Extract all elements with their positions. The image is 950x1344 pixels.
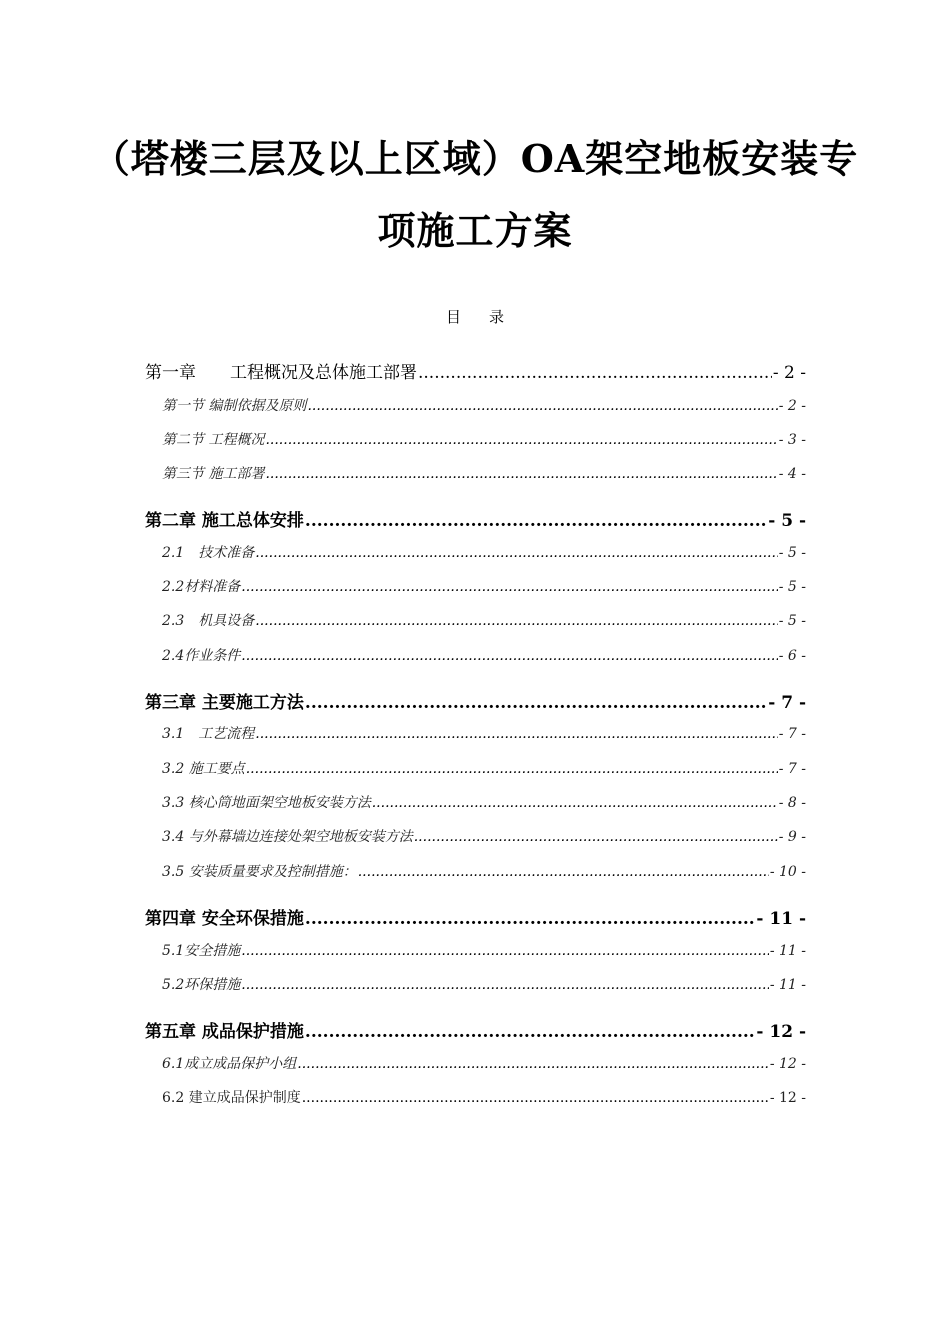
toc-page-number: - 12 - (756, 1022, 806, 1042)
toc-entry-title: 6.1成立成品保护小组 (162, 1056, 297, 1072)
toc-page-number: - 7 - (768, 693, 806, 713)
toc-chapter-2[interactable] (145, 506, 806, 531)
toc-page-number: - 6 - (778, 648, 806, 664)
toc-leader-dots (358, 864, 769, 880)
toc-entry-title: 3.5 安装质量要求及控制措施： (162, 864, 357, 880)
toc-page-number: - 8 - (778, 795, 806, 811)
toc-section-3-4[interactable] (162, 826, 806, 846)
toc-section-2-2[interactable] (162, 576, 806, 596)
toc-leader-dots (307, 398, 777, 414)
toc-page-number: - 7 - (778, 726, 806, 742)
toc-section-4-2[interactable] (162, 974, 806, 994)
toc-leader-dots (305, 511, 767, 531)
toc-entry-title: 第三章 主要施工方法 (145, 693, 304, 713)
toc-section-4-1[interactable] (162, 940, 806, 960)
toc-leader-dots (265, 432, 777, 448)
toc-page-number: - 3 - (778, 432, 806, 448)
toc-leader-dots (241, 943, 769, 959)
toc-leader-dots (414, 829, 778, 845)
toc-entry-title: 第一章 工程概况及总体施工部署 (145, 363, 417, 383)
toc-leader-dots (418, 363, 772, 383)
toc-section-5-2[interactable] (162, 1087, 806, 1107)
toc-page-number: - 2 - (778, 398, 806, 414)
toc-leader-dots (241, 579, 777, 595)
toc-leader-dots (305, 693, 767, 713)
toc-page-number: - 5 - (778, 545, 806, 561)
toc-entry-title: 3.4 与外幕墙边连接处架空地板安装方法 (162, 829, 413, 845)
toc-leader-dots (297, 1056, 769, 1072)
toc-page-number: - 9 - (778, 829, 806, 845)
toc-entry-title: 3.1 工艺流程 (162, 726, 255, 742)
toc-page-number: - 5 - (778, 579, 806, 595)
toc-page-number: - 12 - (769, 1090, 806, 1106)
toc-entry-title: 第四章 安全环保措施 (145, 909, 304, 929)
toc-entry-title: 6.2 建立成品保护制度 (162, 1090, 301, 1106)
document-title-line-2: 项施工方案 (377, 208, 573, 253)
toc-page-number: - 2 - (772, 363, 806, 383)
toc-leader-dots (265, 466, 777, 482)
toc-leader-dots (241, 648, 777, 664)
toc-leader-dots (241, 977, 769, 993)
toc-entry-title: 5.2环保措施 (162, 977, 241, 993)
toc-leader-dots (305, 1022, 755, 1042)
toc-entry-title: 5.1安全措施 (162, 943, 241, 959)
toc-entry-title: 第二章 施工总体安排 (145, 511, 304, 531)
toc-leader-dots (255, 726, 777, 742)
toc-section-2-1[interactable] (162, 542, 806, 562)
toc-leader-dots (305, 909, 755, 929)
toc-section-1-1[interactable] (162, 395, 806, 415)
document-title-line-1: （塔楼三层及以上区域）OA架空地板安装专 (91, 136, 859, 181)
toc-entry-title: 3.3 核心筒地面架空地板安装方法 (162, 795, 371, 811)
toc-leader-dots (255, 545, 777, 561)
toc-section-3-1[interactable] (162, 723, 806, 743)
toc-page-number: - 10 - (769, 864, 806, 880)
toc-section-1-2[interactable] (162, 429, 806, 449)
toc-entry-title: 第二节 工程概况 (162, 432, 265, 448)
toc-section-3-2[interactable] (162, 758, 806, 778)
toc-section-2-4[interactable] (162, 645, 806, 665)
toc-entry-title: 2.1 技术准备 (162, 545, 255, 561)
toc-leader-dots (372, 795, 778, 811)
toc-chapter-5[interactable] (145, 1017, 806, 1042)
toc-section-3-5[interactable] (162, 861, 806, 881)
toc-page-number: - 11 - (756, 909, 806, 929)
toc-entry-title: 2.4作业条件 (162, 648, 241, 664)
toc-section-1-3[interactable] (162, 463, 806, 483)
toc-chapter-3[interactable] (145, 688, 806, 713)
toc-leader-dots (255, 613, 777, 629)
toc-section-5-1[interactable] (162, 1053, 806, 1073)
toc-leader-dots (246, 761, 778, 777)
toc-section-3-3[interactable] (162, 792, 806, 812)
toc-page-number: - 11 - (769, 943, 806, 959)
toc-chapter-1[interactable] (145, 358, 806, 383)
toc-entry-title: 3.2 施工要点 (162, 761, 245, 777)
toc-section-2-3[interactable] (162, 610, 806, 630)
toc-entry-title: 2.3 机具设备 (162, 613, 255, 629)
toc-entry-title: 2.2材料准备 (162, 579, 241, 595)
toc-page-number: - 11 - (769, 977, 806, 993)
toc-page-number: - 5 - (778, 613, 806, 629)
toc-page-number: - 4 - (778, 466, 806, 482)
toc-entry-title: 第五章 成品保护措施 (145, 1022, 304, 1042)
toc-heading: 目录 (445, 308, 532, 326)
toc-entry-title: 第一节 编制依据及原则 (162, 398, 307, 414)
toc-entry-title: 第三节 施工部署 (162, 466, 265, 482)
toc-page-number: - 5 - (768, 511, 806, 531)
toc-chapter-4[interactable] (145, 904, 806, 929)
toc-page-number: - 7 - (778, 761, 806, 777)
toc-page-number: - 12 - (769, 1056, 806, 1072)
toc-leader-dots (302, 1090, 769, 1106)
